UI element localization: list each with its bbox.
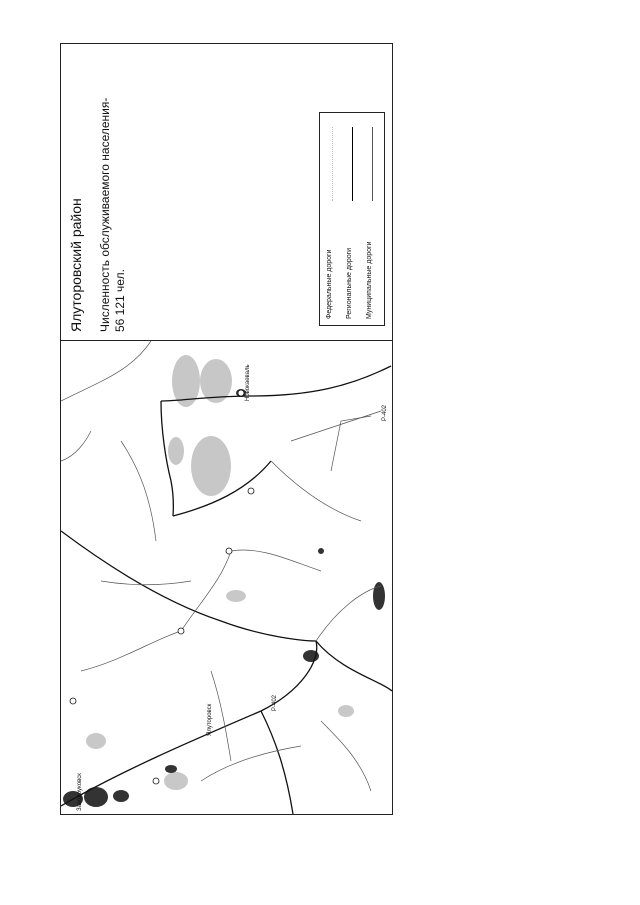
- town-label-a: Заводоуковск: [77, 773, 83, 811]
- population-line-1: Численность обслуживаемого населения-: [98, 97, 112, 332]
- population-text: [98, 98, 128, 332]
- legend-label-federal: Федеральные дороги: [326, 249, 333, 319]
- terrain-patches: [86, 355, 354, 790]
- road-label-a: Р-402: [272, 694, 278, 711]
- map-canvas[interactable]: [61, 341, 392, 814]
- legend-swatch-municipal: [372, 127, 373, 201]
- legend-box: [319, 112, 385, 326]
- city-label: Ялуторовск: [207, 703, 213, 736]
- district-map[interactable]: [61, 341, 392, 814]
- legend-item-federal: [324, 119, 340, 319]
- municipal-roads: [61, 341, 381, 791]
- road-label-b: Р-402: [382, 404, 388, 421]
- population-line-2: 56 121 чел.: [113, 269, 127, 332]
- legend-label-regional: Региональные дороги: [346, 247, 353, 319]
- legend-label-municipal: Муниципальные дороги: [366, 241, 373, 319]
- legend-item-municipal: [364, 119, 380, 319]
- town-label-b: Новокаеваль: [245, 364, 251, 401]
- legend-swatch-federal: [332, 127, 333, 201]
- legend-swatch-regional: [352, 127, 353, 201]
- legend-item-regional: [344, 119, 360, 319]
- district-title: Ялуторовский район: [68, 198, 84, 332]
- info-panel: [60, 44, 393, 340]
- regional-roads: [61, 366, 392, 814]
